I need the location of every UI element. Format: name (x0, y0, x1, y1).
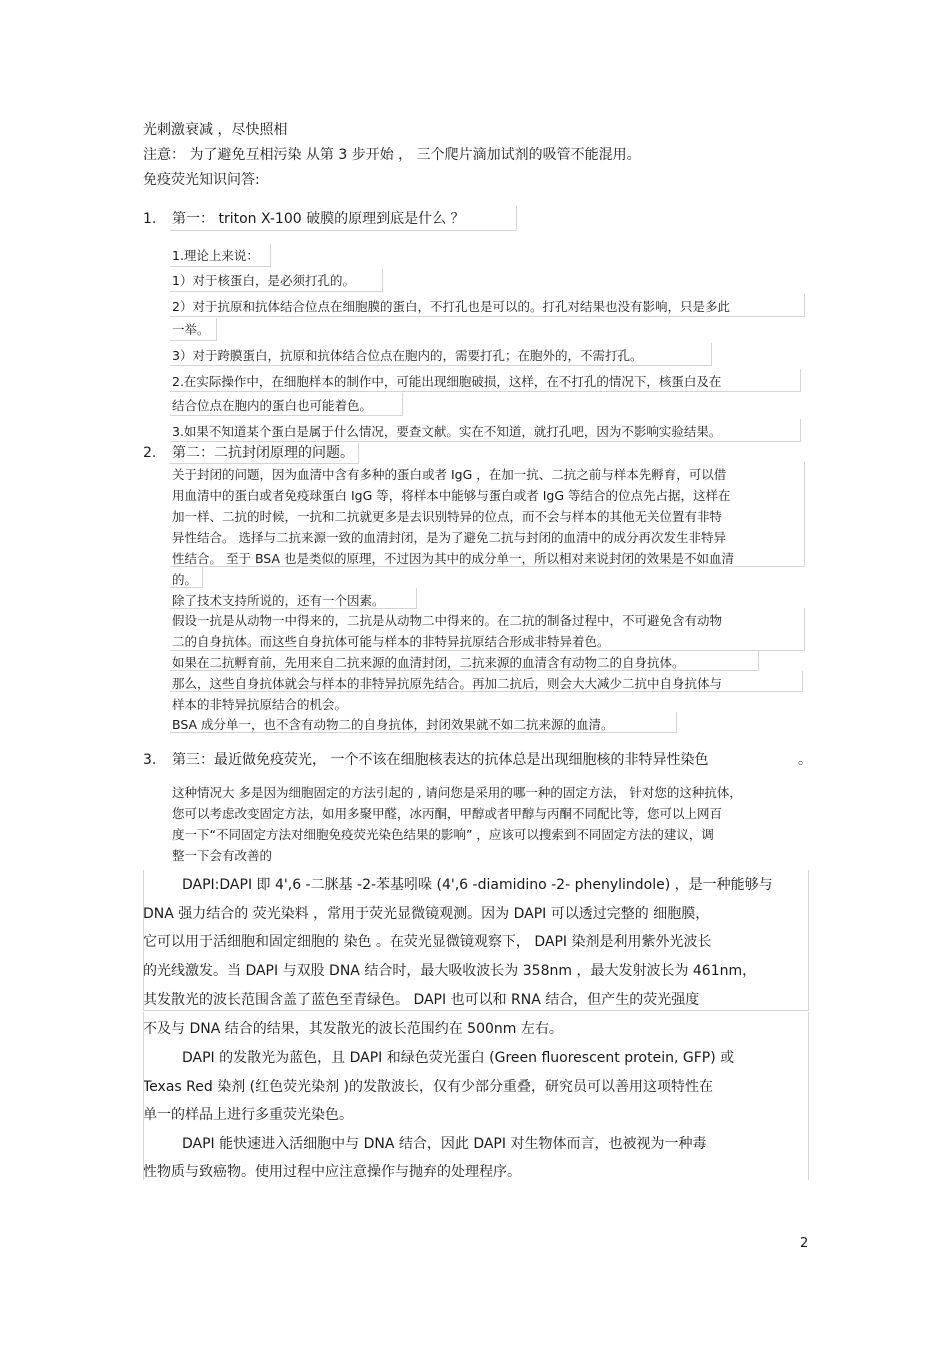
q1-line-3-frame (170, 294, 805, 317)
q2-line-11: 那么，这些自身抗体就会与样本的非特异抗原先结合。再加二抗后，则会大大减少二抗中自身抗体与 (172, 676, 723, 691)
q3-line-2: 您可以考虑改变固定方法，如用多聚甲醛，冰丙酮，甲醇或者甲醇与丙酮不同配比等，您可以上网百 (172, 806, 723, 821)
q2-line-10-frame (170, 650, 759, 671)
q2-line-11-frame (170, 671, 803, 692)
dapi-p2-line-2: Texas Red 染剂 (红色荧光染剂 )的发散波长，仅有少部分重叠，研究员可以善用这项特性在 (143, 1079, 714, 1095)
q2-line-6-frame (170, 567, 203, 588)
q1-line-1: 1.理论上来说： (172, 248, 259, 263)
q1-line-6-frame (170, 369, 801, 392)
q2-line-13-frame (170, 712, 677, 733)
dapi-p3-line-1: DAPI 能快速进入活细胞中与 DNA 结合，因此 DAPI 对生物体而言，也被视为一种毒 (182, 1136, 707, 1152)
q1-line-7-frame (170, 393, 403, 416)
q1-line-2: 1）对于核蛋白，是必须打孔的。 (172, 273, 355, 288)
q2-line-7-frame (170, 588, 417, 609)
q1-line-5-frame (170, 343, 712, 366)
dapi-p1-line-2: DNA 强力结合的 荧光染料 ，常用于荧光显微镜观测。因为 DAPI 可以透过完整的 细胞膜， (143, 906, 710, 922)
q1-line-5: 3）对于跨膜蛋白，抗原和抗体结合位点在胞内的，需要打孔；在胞外的，不需打孔。 (172, 348, 643, 363)
q1-line-2-frame (170, 269, 383, 292)
q1-line-8: 3.如果不知道某个蛋白是属于什么情况，要查文献。实在不知道，就打孔吧，因为不影响实验结果。 (172, 424, 722, 439)
intro-line-2: 注意： 为了避免互相污染 从第 3 步开始 ， 三个爬片滴加试剂的吸管不能混用。 (143, 147, 641, 163)
q1-line-3: 2）对于抗原和抗体结合位点在细胞膜的蛋白，不打孔也是可以的。打孔对结果也没有影响，只是多此 (172, 299, 730, 314)
q3-title-end: 。 (798, 752, 812, 768)
q1-line-8-frame (170, 419, 801, 442)
dapi-p1-line-4: 的光线激发。当 DAPI 与双股 DNA 结合时，最大吸收波长为 358nm ，最大发射波长为 461nm， (143, 963, 757, 979)
q1-title: 第一： triton X-100 破膜的原理到底是什么 ？ (172, 211, 465, 227)
q2-line-8: 假设一抗是从动物一中得来的，二抗是从动物二中得来的。在二抗的制备过程中，不可避免含有动物 (172, 613, 723, 628)
q2-line-9: 二的自身抗体。而这些自身抗体可能与样本的非特异抗原结合形成非特异着色。 (172, 634, 610, 649)
q2-line-13: BSA 成分单一，也不含有动物二的自身抗体，封闭效果就不如二抗来源的血清。 (172, 717, 614, 732)
dapi-p1-line-5: 其发散光的波长范围含盖了蓝色至青绿色。 DAPI 也可以和 RNA 结合，但产生的荧光强度 (143, 992, 700, 1008)
q3-title: 第三：最近做免疫荧光， 一个不该在细胞核表达的抗体总是出现细胞核的非特异性染色 (172, 752, 709, 768)
q2-line-3: 加一样、二抗的时候，一抗和二抗就更多是去识别特异的位点，而不会与样本的其他无关位置有非特 (172, 509, 723, 524)
q2-line-7: 除了技术支持所说的，还有一个因素。 (172, 593, 385, 608)
q1-line-7: 结合位点在胞内的蛋白也可能着色。 (172, 398, 373, 413)
q2-line-12: 样本的非特异抗原结合的机会。 (172, 697, 348, 712)
q2-title-frame (170, 443, 359, 464)
dapi-p1-frame (143, 870, 809, 1011)
q1-number: 1. (143, 211, 157, 227)
q3-number: 3. (143, 752, 157, 768)
q2-para-2-frame (170, 608, 805, 651)
q3-line-4: 整一下会有改善的 (172, 848, 273, 863)
q2-line-5: 性结合。 至于 BSA 也是类似的原理，不过因为其中的成分单一，所以相对来说封闭的效果是不如血清 (172, 551, 734, 566)
page-number: 2 (800, 1236, 809, 1251)
dapi-p1-line-6: 不及与 DNA 结合的结果，其发散光的波长范围约在 500nm 左右。 (143, 1021, 563, 1037)
q2-title: 第二：二抗封闭原理的问题。 (172, 445, 354, 461)
dapi-p2-frame (143, 1012, 809, 1180)
q3-line-3: 度一下“不同固定方法对细胞免疫荧光染色结果的影响” ，应该可以搜索到不同固定方法的建议，调 (172, 827, 714, 842)
q1-title-frame (170, 206, 517, 231)
dapi-p2-line-3: 单一的样品上进行多重荧光染色。 (143, 1107, 353, 1123)
q1-line-6: 2.在实际操作中，在细胞样本的制作中，可能出现细胞破损，这样，在不打孔的情况下，核蛋白及在 (172, 374, 722, 389)
intro-line-3: 免疫荧光知识问答: (143, 172, 260, 188)
q2-line-2: 用血清中的蛋白或者免疫球蛋白 IgG 等，将样本中能够与蛋白或者 IgG 等结合的位点先占据，这样在 (172, 488, 731, 503)
q1-line-1-frame (170, 244, 271, 267)
dapi-p1-line-1: DAPI:DAPI 即 4',6 -二脒基 -2-苯基吲哚 (4',6 -diamidino -2- phenylindole) ，是一种能够与 (182, 877, 773, 893)
dapi-p2-line-1: DAPI 的发散光为蓝色，且 DAPI 和绿色荧光蛋白 (Green fluorescent protein, GFP) 或 (182, 1050, 735, 1066)
q2-para-1-frame (170, 462, 805, 567)
q3-line-1: 这种情况大 多是因为细胞固定的方法引起的 , 请问您是采用的哪一种的固定方法， 针对您的这种抗体， (172, 785, 742, 800)
dapi-p3-line-2: 性物质与致癌物。使用过程中应注意操作与抛弃的处理程序。 (143, 1164, 521, 1180)
q2-line-1: 关于封闭的问题，因为血清中含有多种的蛋白或者 IgG ，在加一抗、二抗之前与样本先孵育，可以借 (172, 467, 727, 482)
intro-line-1: 光刺激衰减 ，尽快照相 (143, 122, 288, 138)
q2-line-6: 的。 (172, 572, 198, 587)
q2-number: 2. (143, 445, 157, 461)
dapi-p1-line-3: 它可以用于活细胞和固定细胞的 染色 。在荧光显微镜观察下， DAPI 染剂是利用紫外光波长 (143, 934, 712, 950)
q2-line-4: 异性结合。 选择与二抗来源一致的血清封闭，是为了避免二抗与封闭的血清中的成分再次发生非特异 (172, 530, 726, 545)
q1-line-4-frame (170, 318, 217, 341)
q1-line-4: 一举。 (172, 322, 210, 337)
q2-line-10: 如果在二抗孵育前，先用来自二抗来源的血清封闭，二抗来源的血清含有动物二的自身抗体。 (172, 655, 685, 670)
